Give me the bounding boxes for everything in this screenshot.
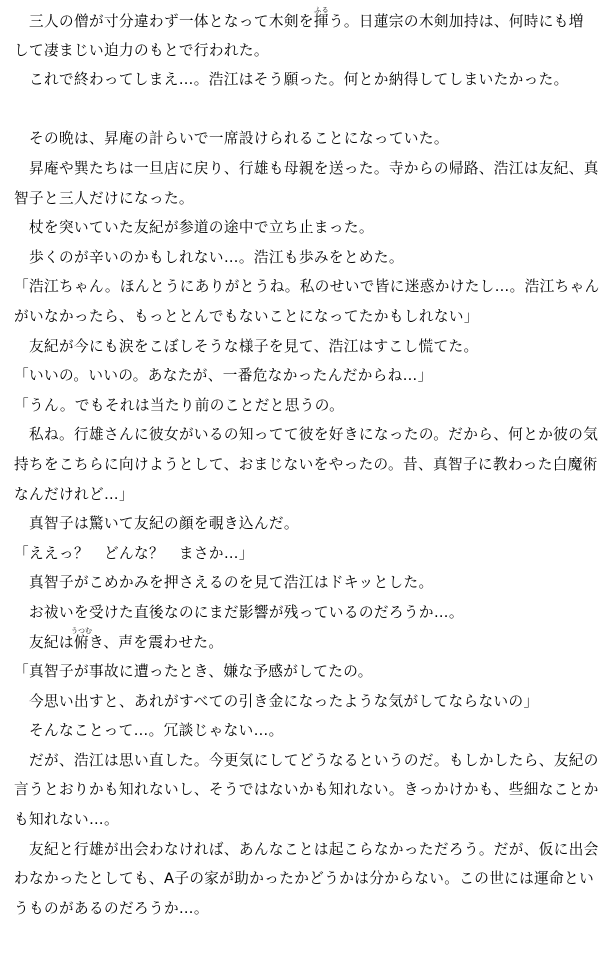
text-line <box>14 243 597 273</box>
text-line <box>14 746 597 776</box>
line-text: 「ええっ？ どんな？ まさか…」 <box>14 544 254 562</box>
text-line <box>14 420 597 450</box>
text-line <box>14 480 597 510</box>
line-text: 「浩江ちゃん。ほんとうにありがとうね。私のせいで皆に迷惑かけたし…。浩江ちゃん <box>14 278 600 296</box>
text-line <box>14 6 597 36</box>
line-text: 友紀と行雄が出会わなければ、あんなことは起こらなかっただろう。だが、仮に出会 <box>29 840 599 858</box>
line-text: お祓いを受けた直後なのにまだ影響が残っているのだろうか…。 <box>29 603 464 621</box>
line-text-after: う。日蓮宗の木剣加持は、何時にも増 <box>328 13 584 30</box>
line-text: 杖を突いていた友紀が参道の途中で立ち止まった。 <box>29 219 374 237</box>
line-text: これで終わってしまえ…。浩江はそう願った。何とか納得してしまいたかった。 <box>29 71 569 89</box>
line-text: 智子と三人だけになった。 <box>14 189 194 207</box>
blank-line <box>14 95 597 125</box>
line-text: 今思い出すと、あれがすべての引き金になったような気がしてならないの」 <box>29 692 539 710</box>
line-text: 歩くのが辛いのかもしれない…。浩江も歩みをとめた。 <box>29 248 404 266</box>
ruby-reading: ふる <box>313 6 329 14</box>
line-text-after: き、声を震わせた。 <box>88 634 224 652</box>
line-text: も知れない…。 <box>14 811 119 829</box>
line-text: 三人の僧が寸分違わず一体となって木剣を <box>29 13 314 30</box>
line-text: がいなかったら、もっととんでもないことになってたかもしれない」 <box>14 307 479 325</box>
text-line <box>14 568 597 598</box>
line-text: だが、浩江は思い直した。今更気にしてどうなるというのだ。もしかしたら、友紀の <box>29 751 599 769</box>
line-text: 友紀は <box>29 634 74 652</box>
text-line <box>14 36 597 66</box>
document-page <box>14 6 600 923</box>
text-line <box>14 450 597 480</box>
line-text: その晩は、昇庵の計らいで一席設けられることになっていた。 <box>29 130 449 148</box>
text-line <box>14 391 597 421</box>
text-line <box>14 184 597 214</box>
line-text: 持ちをこちらに向けようとして、おまじないをやったの。昔、真智子に教わった白魔術 <box>14 455 598 473</box>
text-line <box>14 775 597 805</box>
line-text: して凄まじい迫力のもとで行われた。 <box>14 41 269 59</box>
line-text: 言うとおりかも知れないし、そうではないかも知れない。きっかけかも、些細なことか <box>14 781 599 799</box>
text-line <box>14 332 597 362</box>
text-line <box>14 302 597 332</box>
line-text: 「真智子が事故に遭ったとき、嫌な予感がしてたの。 <box>14 663 373 681</box>
text-line <box>14 272 600 302</box>
text-line <box>14 598 597 628</box>
furigana-ruby <box>313 6 329 30</box>
line-text: 私ね。行雄さんに彼女がいるの知ってて彼を好きになったの。だから、何とか彼の気 <box>29 426 599 444</box>
text-line <box>14 687 597 717</box>
ruby-base: 俯 <box>70 634 92 652</box>
text-line <box>14 124 597 154</box>
ruby-base: 揮 <box>313 13 329 30</box>
text-line <box>14 509 597 539</box>
line-text: そんなことって…。冗談じゃない…。 <box>29 722 284 740</box>
line-text: 「うん。でもそれは当たり前のことだと思うの。 <box>14 396 345 414</box>
text-line <box>14 213 597 243</box>
text-line <box>14 864 597 894</box>
ruby-reading: うつむ <box>70 627 92 636</box>
text-line <box>14 835 597 865</box>
line-text: 「いいの。いいの。あなたが、一番危なかったんだからね…」 <box>14 367 433 385</box>
line-text: 友紀が今にも涙をこぼしそうな様子を見て、浩江はすこし慌てた。 <box>29 337 479 355</box>
line-text: うものがあるのだろうか…。 <box>14 899 209 917</box>
text-line <box>14 894 597 924</box>
line-text: なんだけれど…」 <box>14 485 134 503</box>
text-line <box>14 716 597 746</box>
text-line <box>14 539 597 569</box>
furigana-ruby <box>70 627 92 652</box>
text-line <box>14 65 597 95</box>
text-line <box>14 657 597 687</box>
line-text: 真智子は驚いて友紀の顔を覗き込んだ。 <box>29 515 299 533</box>
line-text: 真智子がこめかみを押さえるのを見て浩江はドキッとした。 <box>29 574 434 592</box>
text-line <box>14 627 597 657</box>
text-line <box>14 154 597 184</box>
line-text: 昇庵や巽たちは一旦店に戻り、行雄も母親を送った。寺からの帰路、浩江は友紀、真 <box>29 159 599 177</box>
text-line <box>14 361 597 391</box>
line-text: わなかったとしても、A子の家が助かったかどうかは分からない。この世には運命とい <box>14 870 595 888</box>
text-line <box>14 805 597 835</box>
